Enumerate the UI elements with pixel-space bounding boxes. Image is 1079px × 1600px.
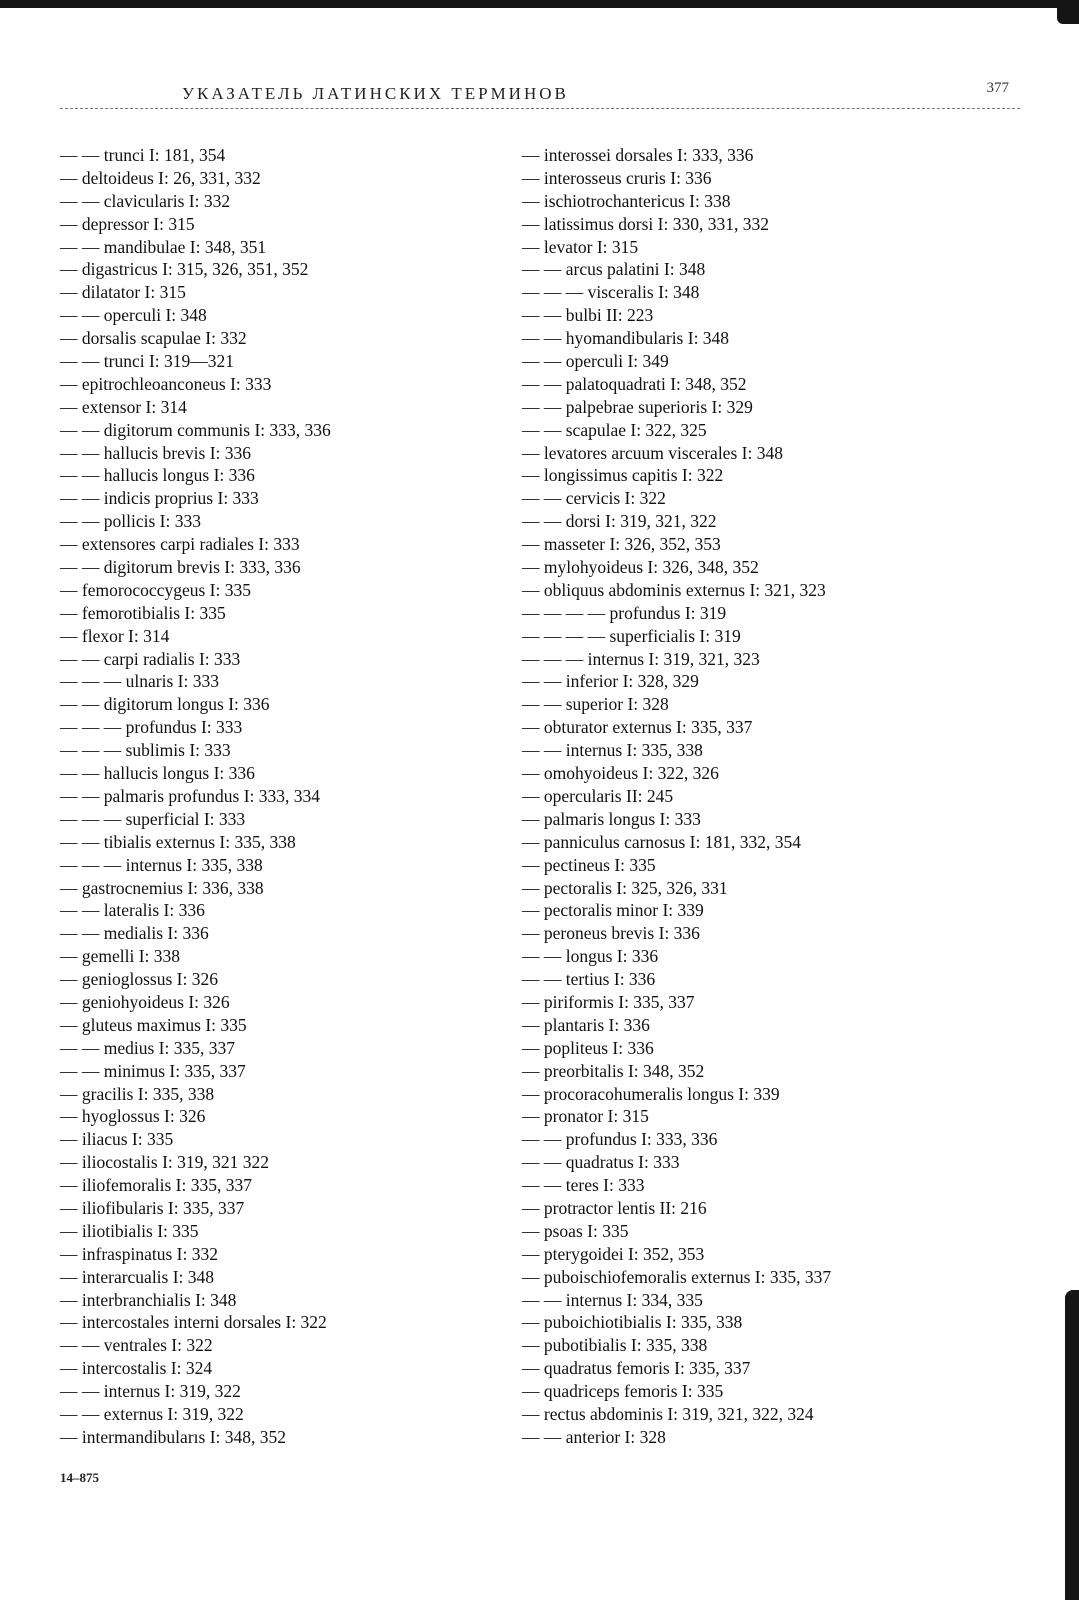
index-entry: — extensores carpi radiales I: 333 <box>60 534 300 555</box>
index-entry: — longissimus capitis I: 322 <box>522 465 724 486</box>
top-scan-border <box>0 0 1079 8</box>
index-entry: — — ventrales I: 322 <box>60 1335 213 1356</box>
index-entry: — interbranchialis I: 348 <box>60 1289 237 1310</box>
index-entry: — intercostalis I: 324 <box>60 1358 213 1379</box>
index-entry: — interossei dorsales I: 333, 336 <box>522 145 754 165</box>
index-column-right <box>522 144 1022 1449</box>
index-entry: — — — internus I: 319, 321, 323 <box>522 648 760 669</box>
index-entry: — pterygoidei I: 352, 353 <box>522 1243 705 1264</box>
index-entry: — — digitorum communis I: 333, 336 <box>60 419 331 440</box>
index-entry: — dorsalis scapulae I: 332 <box>60 328 247 349</box>
index-entry: — — internus I: 319, 322 <box>60 1381 241 1402</box>
index-entry: — — palpebrae superioris I: 329 <box>522 396 753 417</box>
index-entry: — iliacus I: 335 <box>60 1129 174 1150</box>
index-entry: — levatores arcuum viscerales I: 348 <box>522 442 783 463</box>
index-entry: — — — — superficialis I: 319 <box>522 625 741 646</box>
index-entry: — — trunci I: 319—321 <box>60 351 235 372</box>
index-entry: — geniohyoideus I: 326 <box>60 991 230 1012</box>
index-entry: — intermandibularıs I: 348, 352 <box>60 1426 287 1447</box>
index-entry: — — palatoquadrati I: 348, 352 <box>522 373 747 394</box>
index-entry: — pectoralis minor I: 339 <box>522 900 704 921</box>
index-entry: — gemelli I: 338 <box>60 946 181 967</box>
index-entry: — latissimus dorsi I: 330, 331, 332 <box>522 213 769 234</box>
index-entry: — — hallucis brevis I: 336 <box>60 442 252 463</box>
index-entry: — — digitorum longus I: 336 <box>60 694 270 715</box>
index-entry: — obliquus abdominis externus I: 321, 323 <box>522 579 826 600</box>
index-entry: — — teres I: 333 <box>522 1175 645 1196</box>
index-entry: — puboichiotibialis I: 335, 338 <box>522 1312 743 1333</box>
index-entry: — — palmaris profundus I: 333, 334 <box>60 785 321 806</box>
index-entry: — popliteus I: 336 <box>522 1037 654 1058</box>
index-entry: — hyoglossus I: 326 <box>60 1106 206 1127</box>
index-entry: — femorococcygeus I: 335 <box>60 579 251 600</box>
index-entry: — epitrochleoanconeus I: 333 <box>60 373 272 394</box>
index-entry: — iliocostalis I: 319, 321 322 <box>60 1152 270 1173</box>
index-entry: — — — sublimis I: 333 <box>60 740 231 761</box>
index-entry: — gastrocnemius I: 336, 338 <box>60 877 264 898</box>
index-entry: — — quadratus I: 333 <box>522 1152 680 1173</box>
signature-code: 14–875 <box>60 1470 99 1485</box>
index-entry: — pectoralis I: 325, 326, 331 <box>522 877 728 898</box>
index-entry: — — lateralis I: 336 <box>60 900 205 921</box>
index-entry: — — — internus I: 335, 338 <box>60 854 263 875</box>
index-entry: — — — — profundus I: 319 <box>522 602 727 623</box>
index-entry: — omohyoideus I: 322, 326 <box>522 763 719 784</box>
index-entry: — palmaris longus I: 333 <box>522 808 701 829</box>
index-entry: — infraspinatus I: 332 <box>60 1243 218 1264</box>
index-entry: — — profundus I: 333, 336 <box>522 1129 718 1150</box>
index-entry: — flexor I: 314 <box>60 625 170 646</box>
index-entry: — — digitorum brevis I: 333, 336 <box>60 557 301 578</box>
index-entry: — intercostales interni dorsales I: 322 <box>60 1312 327 1333</box>
page-number: 377 <box>986 80 1009 96</box>
index-entry: — — scapulae I: 322, 325 <box>522 419 707 440</box>
index-entry: — — anterior I: 328 <box>522 1426 666 1447</box>
index-entry: — plantaris I: 336 <box>522 1014 650 1035</box>
index-entry: — quadriceps femoris I: 335 <box>522 1381 724 1402</box>
index-entry: — — mandibulae I: 348, 351 <box>60 236 267 257</box>
index-entry: — interosseus cruris I: 336 <box>522 167 712 188</box>
header-rule <box>60 108 1020 109</box>
index-entry: — — carpi radialis I: 333 <box>60 648 241 669</box>
index-entry: — depressor I: 315 <box>60 213 195 234</box>
index-entry: — panniculus carnosus I: 181, 332, 354 <box>522 831 801 852</box>
index-entry: — peroneus brevis I: 336 <box>522 923 700 944</box>
index-entry: — piriformis I: 335, 337 <box>522 991 695 1012</box>
index-entry: — protractor lentis II: 216 <box>522 1197 707 1218</box>
index-entry: — — — visceralis I: 348 <box>522 282 700 303</box>
index-entry: — — hyomandibularis I: 348 <box>522 328 730 349</box>
index-entry: — obturator externus I: 335, 337 <box>522 717 753 738</box>
index-entry: — — pollicis I: 333 <box>60 511 201 532</box>
index-entry: — — — superficial I: 333 <box>60 808 246 829</box>
index-entry: — deltoideus I: 26, 331, 332 <box>60 167 261 188</box>
index-entry: — — longus I: 336 <box>522 946 659 967</box>
index-column-left <box>60 144 560 1449</box>
index-entry: — — medialis I: 336 <box>60 923 209 944</box>
index-entry: — — operculi I: 349 <box>522 351 669 372</box>
index-entry: — — tibialis externus I: 335, 338 <box>60 831 296 852</box>
index-entry: — — — ulnaris I: 333 <box>60 671 219 692</box>
index-entry: — pubotibialis I: 335, 338 <box>522 1335 708 1356</box>
index-entry: — — — profundus I: 333 <box>60 717 243 738</box>
index-entry: — opercularis II: 245 <box>522 785 674 806</box>
index-entry: — — trunci I: 181, 354 <box>60 145 226 165</box>
index-entry: — levator I: 315 <box>522 236 639 257</box>
index-entry: — interarcualis I: 348 <box>60 1266 215 1287</box>
index-entry: — genioglossus I: 326 <box>60 969 218 990</box>
index-entry: — psoas I: 335 <box>522 1220 629 1241</box>
index-entry: — femorotibialis I: 335 <box>60 602 226 623</box>
index-entry: — iliotibialis I: 335 <box>60 1220 199 1241</box>
index-entry: — — medius I: 335, 337 <box>60 1037 235 1058</box>
index-entry: — — hallucis longus I: 336 <box>60 465 255 486</box>
index-entry: — extensor I: 314 <box>60 396 187 417</box>
index-entry: — — superior I: 328 <box>522 694 669 715</box>
index-entry: — quadratus femoris I: 335, 337 <box>522 1358 751 1379</box>
top-right-scan-corner <box>1057 0 1079 24</box>
index-entry: — gracilis I: 335, 338 <box>60 1083 215 1104</box>
index-entry: — procoracohumeralis longus I: 339 <box>522 1083 780 1104</box>
index-entry: — dilatator I: 315 <box>60 282 186 303</box>
index-entry: — preorbitalis I: 348, 352 <box>522 1060 705 1081</box>
index-entry: — — internus I: 335, 338 <box>522 740 703 761</box>
index-entry: — — minimus I: 335, 337 <box>60 1060 246 1081</box>
index-entry: — pronator I: 315 <box>522 1106 649 1127</box>
index-entry: — — externus I: 319, 322 <box>60 1403 244 1424</box>
index-entry: — — clavicularis I: 332 <box>60 190 231 211</box>
index-entry: — — tertius I: 336 <box>522 969 656 990</box>
index-entry: — — inferior I: 328, 329 <box>522 671 699 692</box>
index-entry: — — hallucis longus I: 336 <box>60 763 255 784</box>
index-entry: — pectineus I: 335 <box>522 854 656 875</box>
index-entry: — — operculi I: 348 <box>60 305 207 326</box>
index-entry: — — bulbi II: 223 <box>522 305 654 326</box>
index-entry: — iliofemoralis I: 335, 337 <box>60 1175 252 1196</box>
right-scan-edge <box>1065 1290 1079 1600</box>
index-entry: — masseter I: 326, 352, 353 <box>522 534 721 555</box>
index-entry: — iliofibularis I: 335, 337 <box>60 1197 245 1218</box>
index-entry: — puboischiofemoralis externus I: 335, 337 <box>522 1266 832 1287</box>
index-entry: — — internus I: 334, 335 <box>522 1289 703 1310</box>
running-head <box>0 80 1079 108</box>
index-entry: — ischiotrochantericus I: 338 <box>522 190 731 211</box>
index-entry: — rectus abdominis I: 319, 321, 322, 324 <box>522 1403 814 1424</box>
index-entry: — — arcus palatini I: 348 <box>522 259 706 280</box>
running-title: УКАЗАТЕЛЬ ЛАТИНСКИХ ТЕРМИНОВ <box>182 84 569 103</box>
index-entry: — — cervicis I: 322 <box>522 488 666 509</box>
index-entry: — digastricus I: 315, 326, 351, 352 <box>60 259 309 280</box>
index-entry: — mylohyoideus I: 326, 348, 352 <box>522 557 759 578</box>
index-entry: — gluteus maximus I: 335 <box>60 1014 247 1035</box>
index-entry: — — indicis proprius I: 333 <box>60 488 259 509</box>
index-entry: — — dorsi I: 319, 321, 322 <box>522 511 717 532</box>
